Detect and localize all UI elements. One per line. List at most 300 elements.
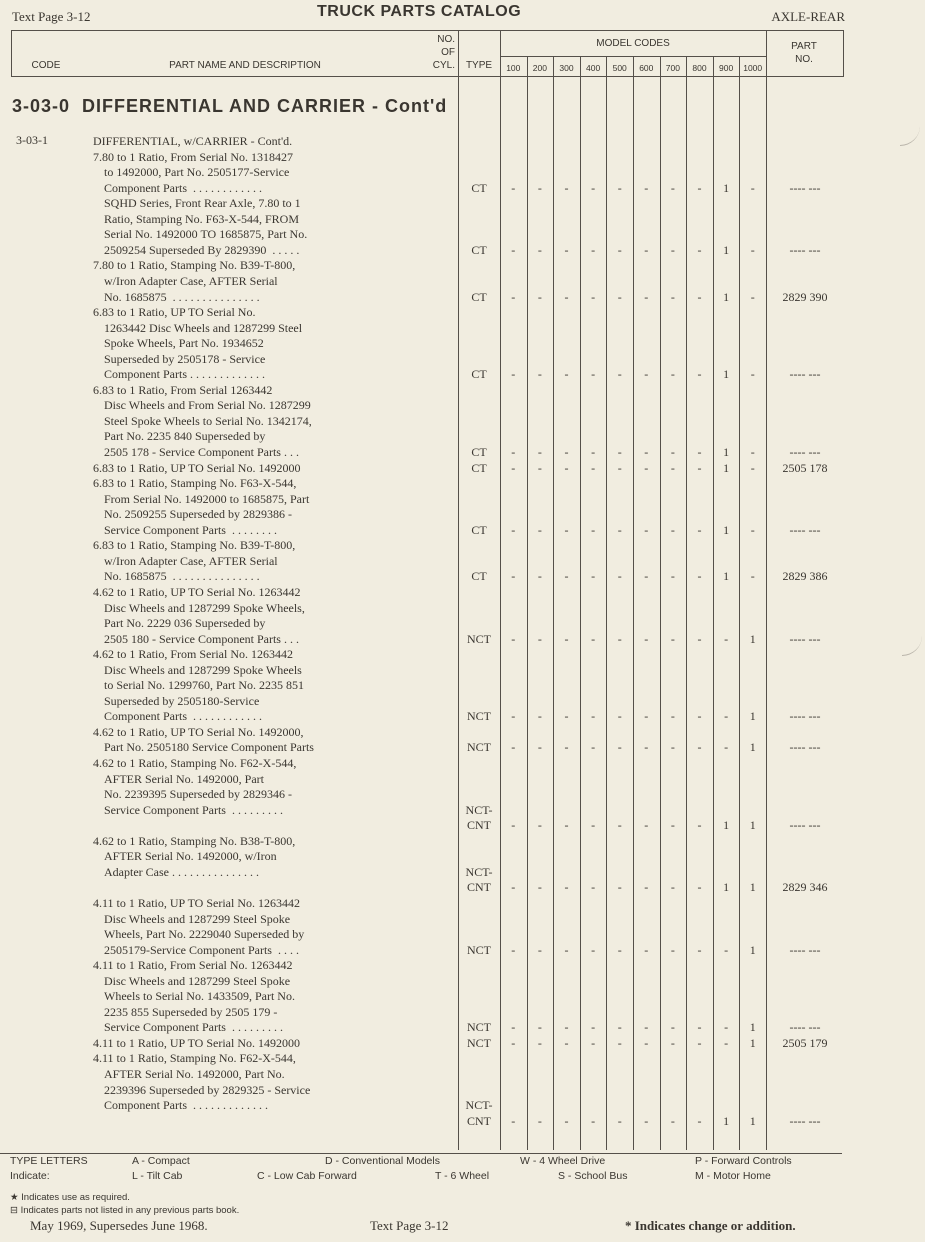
model-qty-800: - [697,942,702,957]
model-qty-600: - [644,445,649,459]
model-code-header-200: 200 [532,63,547,73]
table-row [0,772,925,788]
model-qty-400: - [591,818,596,833]
table-row [0,912,925,928]
model-qty-400: - [591,740,596,755]
model-qty-800: - [697,709,702,724]
table-row [0,647,925,663]
model-qty-100: - [511,460,516,475]
part-description: 2509254 Superseded By 2829390 . . . . . [104,242,300,257]
model-qty-900: 1 [723,289,730,304]
table-row [0,756,925,772]
model-qty-400: - [591,631,596,646]
type-code: NCT- [465,1098,493,1113]
type-code: CT [471,289,487,304]
model-qty-700: - [670,460,675,475]
model-code-header-300: 300 [559,63,574,73]
model-qty-900: 1 [723,1113,730,1128]
part-description: No. 1685875 . . . . . . . . . . . . . . . [104,569,260,584]
model-qty-100: - [511,289,516,304]
table-row [0,818,925,834]
table-row [0,258,925,274]
model-qty-900: - [724,942,729,957]
model-qty-300: - [564,631,569,646]
part-number: ---- --- [789,631,821,646]
section-heading: 3-03-0 DIFFERENTIAL AND CARRIER - Cont'd [12,96,448,116]
col-cyl-header-2: OF [441,47,455,58]
table-row [0,927,925,943]
model-qty-100: - [511,522,516,537]
type-code: CNT [467,818,491,833]
model-qty-400: - [591,709,596,724]
table-row [0,865,925,881]
part-description: Service Component Parts . . . . . . . . . [104,1020,283,1035]
type-code: CNT [467,1113,491,1128]
table-row [0,585,925,601]
model-qty-400: - [591,242,596,257]
part-description: Component Parts . . . . . . . . . . . . [104,709,262,724]
table-row [0,616,925,632]
table-row [0,290,925,306]
model-qty-1000: - [750,460,755,475]
model-qty-200: - [537,818,542,833]
part-description: Service Component Parts . . . . . . . . . [104,802,283,817]
model-qty-700: - [670,522,675,537]
model-code-header-700: 700 [665,63,680,73]
model-qty-400: - [591,1035,596,1050]
table-row [0,321,925,337]
model-qty-700: - [670,1113,675,1128]
model-qty-300: - [564,367,569,382]
model-qty-900: - [724,1035,729,1050]
model-qty-900: 1 [723,242,730,257]
model-qty-500: - [617,522,622,537]
table-row [0,1114,925,1130]
model-qty-400: - [591,880,596,895]
part-description: 4.11 to 1 Ratio, Stamping No. F62-X-544, [93,1051,296,1066]
model-qty-200: - [537,242,542,257]
part-description: Disc Wheels and 1287299 Spoke Wheels [104,662,302,677]
table-row [0,632,925,648]
table-row [0,181,925,197]
model-qty-800: - [697,1020,702,1035]
part-description: 2505179-Service Component Parts . . . . [104,942,299,957]
col-model-codes-header: MODEL CODES [596,38,670,49]
model-qty-500: - [617,242,622,257]
type-code: NCT- [465,802,493,817]
model-qty-100: - [511,1113,516,1128]
table-row [0,569,925,585]
model-qty-600: - [644,942,649,957]
part-description: 4.11 to 1 Ratio, UP TO Serial No. 1492000 [93,1035,300,1050]
model-qty-300: - [564,242,569,257]
part-number: 2829 346 [782,880,828,895]
legend-t: T - 6 Wheel [435,1170,490,1182]
model-qty-500: - [617,569,622,584]
model-qty-1000: - [750,445,755,459]
model-qty-600: - [644,522,649,537]
part-description: DIFFERENTIAL, w/CARRIER - Cont'd. [93,134,293,148]
model-qty-400: - [591,289,596,304]
type-code: CT [471,460,487,475]
table-row [0,227,925,243]
model-qty-1000: 1 [749,1035,756,1050]
model-qty-600: - [644,880,649,895]
page-reference: Text Page 3-12 [12,9,91,24]
model-qty-200: - [537,709,542,724]
part-number: 2505 178 [782,460,828,475]
model-qty-600: - [644,818,649,833]
part-description: 4.62 to 1 Ratio, From Serial No. 1263442 [93,647,293,662]
part-description: Part No. 2229 036 Superseded by [104,616,266,631]
model-qty-100: - [511,1035,516,1050]
footer-page: Text Page 3-12 [370,1218,449,1233]
legend-indicate: Indicate: [10,1170,50,1182]
part-description: No. 2509255 Superseded by 2829386 - [104,507,292,522]
model-qty-200: - [537,740,542,755]
col-code-header: CODE [31,60,61,71]
table-row [0,476,925,492]
model-qty-1000: - [750,367,755,382]
model-qty-600: - [644,740,649,755]
section-name: AXLE-REAR [771,9,845,24]
table-row [0,694,925,710]
model-qty-1000: 1 [749,880,756,895]
model-qty-900: 1 [723,818,730,833]
part-number: 2505 179 [782,1035,828,1050]
part-description: 6.83 to 1 Ratio, Stamping No. B39-T-800, [93,538,296,553]
model-qty-1000: - [750,242,755,257]
table-row [0,740,925,756]
model-qty-400: - [591,367,596,382]
model-qty-900: - [724,740,729,755]
part-number: ---- --- [789,367,821,382]
model-qty-500: - [617,1113,622,1128]
table-row [0,678,925,694]
part-description: No. 2239395 Superseded by 2829346 - [104,787,292,802]
model-qty-100: - [511,569,516,584]
type-code: NCT [467,942,491,957]
model-qty-700: - [670,880,675,895]
part-description: 4.62 to 1 Ratio, UP TO Serial No. 1263442 [93,584,301,599]
model-qty-600: - [644,180,649,195]
table-row [0,150,925,166]
table-row [0,989,925,1005]
model-qty-800: - [697,242,702,257]
model-qty-1000: 1 [749,1020,756,1035]
part-description: 2505 178 - Service Component Parts . . . [104,445,299,459]
part-description: AFTER Serial No. 1492000, Part [104,771,264,786]
model-qty-900: 1 [723,569,730,584]
part-number: 2829 390 [782,289,828,304]
legend-divider [0,1153,842,1154]
model-qty-700: - [670,289,675,304]
part-description: Part No. 2235 840 Superseded by [104,429,266,444]
model-qty-700: - [670,818,675,833]
legend-d: D - Conventional Models [325,1155,440,1167]
part-description: w/Iron Adapter Case, AFTER Serial [104,553,278,568]
model-qty-100: - [511,709,516,724]
model-qty-400: - [591,1113,596,1128]
part-description: Serial No. 1492000 TO 1685875, Part No. [104,227,308,242]
col-cyl-header-1: NO. [437,34,455,45]
table-row [0,601,925,617]
table-row [0,492,925,508]
table-row [0,274,925,290]
model-qty-1000: - [750,569,755,584]
type-code: CNT [467,880,491,895]
part-description: SQHD Series, Front Rear Axle, 7.80 to 1 [104,196,301,211]
model-qty-500: - [617,631,622,646]
model-qty-700: - [670,1035,675,1050]
model-qty-1000: 1 [749,942,756,957]
model-qty-300: - [564,460,569,475]
table-row [0,880,925,896]
legend-c: C - Low Cab Forward [257,1170,357,1182]
table-row [0,896,925,912]
model-qty-1000: - [750,289,755,304]
model-qty-300: - [564,1020,569,1035]
model-qty-400: - [591,460,596,475]
model-code-header-900: 900 [719,63,734,73]
part-description: 6.83 to 1 Ratio, Stamping No. F63-X-544, [93,476,297,491]
model-qty-200: - [537,367,542,382]
model-qty-700: - [670,709,675,724]
model-qty-200: - [537,1035,542,1050]
model-qty-600: - [644,289,649,304]
part-description: Service Component Parts . . . . . . . . [104,522,277,537]
model-qty-700: - [670,445,675,459]
part-description: 4.62 to 1 Ratio, UP TO Serial No. 1492000, [93,724,304,739]
part-description: Part No. 2505180 Service Component Parts [104,740,314,755]
part-description: Wheels to Serial No. 1433509, Part No. [104,989,295,1004]
part-description: 6.83 to 1 Ratio, UP TO Serial No. 1492000 [93,460,301,475]
table-row [0,134,925,150]
table-row [0,787,925,803]
part-number: ---- --- [789,522,821,537]
table-row [0,461,925,477]
table-row [0,943,925,959]
part-description: Disc Wheels and 1287299 Steel Spoke [104,973,291,988]
model-qty-200: - [537,289,542,304]
part-description: 4.11 to 1 Ratio, From Serial No. 1263442 [93,958,293,973]
model-qty-300: - [564,880,569,895]
type-code: CT [471,445,487,459]
table-row [0,398,925,414]
model-qty-200: - [537,460,542,475]
part-description: 4.11 to 1 Ratio, UP TO Serial No. 1263442 [93,895,300,910]
table-row [0,1083,925,1099]
legend-m: M - Motor Home [695,1170,771,1182]
model-qty-300: - [564,522,569,537]
table-row [0,663,925,679]
model-qty-100: - [511,880,516,895]
table-row [0,725,925,741]
model-qty-600: - [644,367,649,382]
model-qty-800: - [697,740,702,755]
model-qty-1000: 1 [749,818,756,833]
model-qty-200: - [537,880,542,895]
col-type-header: TYPE [465,60,493,71]
table-row [0,414,925,430]
part-description: Ratio, Stamping No. F63-X-544, FROM [104,211,300,226]
part-description: AFTER Serial No. 1492000, w/Iron [104,849,277,864]
model-qty-500: - [617,180,622,195]
model-qty-300: - [564,709,569,724]
part-description: AFTER Serial No. 1492000, Part No. [104,1067,285,1081]
model-qty-800: - [697,1113,702,1128]
table-row [0,196,925,212]
type-code: CT [471,180,487,195]
model-qty-200: - [537,1020,542,1035]
model-qty-800: - [697,569,702,584]
table-row [0,507,925,523]
note-not-listed: ⊟ Indicates parts not listed in any previous parts book. [10,1205,240,1216]
part-number: ---- --- [789,709,821,724]
model-code-header-400: 400 [586,63,601,73]
model-code-header-600: 600 [639,63,654,73]
col-part-name-header: PART NAME AND DESCRIPTION [169,60,321,71]
model-qty-300: - [564,445,569,459]
table-row [0,1098,925,1114]
model-qty-1000: 1 [749,1113,756,1128]
table-row [0,212,925,228]
model-qty-400: - [591,1020,596,1035]
model-qty-200: - [537,522,542,537]
part-description: 2505 180 - Service Component Parts . . . [104,631,299,646]
table-row [0,429,925,445]
legend-w: W - 4 Wheel Drive [520,1155,606,1167]
model-qty-400: - [591,445,596,459]
model-qty-900: 1 [723,180,730,195]
model-qty-500: - [617,818,622,833]
model-qty-300: - [564,818,569,833]
col-part-header-2: NO. [795,54,813,65]
model-qty-400: - [591,942,596,957]
model-qty-700: - [670,242,675,257]
model-qty-500: - [617,1020,622,1035]
part-description: 7.80 to 1 Ratio, Stamping No. B39-T-800, [93,258,296,273]
part-description: to Serial No. 1299760, Part No. 2235 851 [104,678,304,693]
model-qty-800: - [697,460,702,475]
table-row [0,803,925,819]
part-number: ---- --- [789,1020,821,1035]
model-qty-600: - [644,631,649,646]
table-row [0,709,925,725]
part-number: ---- --- [789,818,821,833]
part-description: Superseded by 2505180-Service [104,693,260,708]
part-description: Disc Wheels and From Serial No. 1287299 [104,398,311,413]
legend-type-letters: TYPE LETTERS [10,1155,88,1167]
part-number: ---- --- [789,740,821,755]
model-qty-1000: 1 [749,709,756,724]
part-description: to 1492000, Part No. 2505177-Service [104,165,290,180]
model-qty-800: - [697,367,702,382]
model-qty-600: - [644,709,649,724]
model-qty-100: - [511,367,516,382]
model-qty-300: - [564,740,569,755]
part-description: 4.62 to 1 Ratio, Stamping No. B38-T-800, [93,833,296,848]
table-row [0,523,925,539]
part-description: 2239396 Superseded by 2829325 - Service [104,1082,311,1097]
model-qty-100: - [511,180,516,195]
model-qty-200: - [537,180,542,195]
table-row [0,1051,925,1067]
model-qty-200: - [537,569,542,584]
model-qty-1000: 1 [749,631,756,646]
model-qty-800: - [697,880,702,895]
model-qty-300: - [564,569,569,584]
model-qty-700: - [670,1020,675,1035]
model-qty-600: - [644,569,649,584]
part-number: ---- --- [789,942,821,957]
table-row [0,1067,925,1083]
model-qty-600: - [644,1020,649,1035]
model-qty-800: - [697,631,702,646]
model-qty-400: - [591,569,596,584]
table-row [0,834,925,850]
legend-s: S - School Bus [558,1170,628,1182]
part-number: ---- --- [789,180,821,195]
footer-date: May 1969, Supersedes June 1968. [30,1218,208,1233]
col-cyl-header-3: CYL. [432,60,455,71]
model-qty-500: - [617,367,622,382]
model-qty-900: - [724,631,729,646]
table-row [0,1005,925,1021]
model-qty-300: - [564,942,569,957]
model-qty-200: - [537,942,542,957]
type-code: CT [471,242,487,257]
table-row [0,538,925,554]
model-qty-100: - [511,242,516,257]
model-code-header-800: 800 [692,63,707,73]
catalog-title: TRUCK PARTS CATALOG [317,3,522,20]
type-code: NCT [467,709,491,724]
table-row [0,336,925,352]
model-qty-500: - [617,740,622,755]
model-qty-500: - [617,445,622,459]
model-qty-700: - [670,942,675,957]
part-description: From Serial No. 1492000 to 1685875, Part [104,491,310,506]
model-qty-200: - [537,631,542,646]
model-qty-800: - [697,1035,702,1050]
model-qty-500: - [617,942,622,957]
model-qty-900: 1 [723,460,730,475]
model-qty-500: - [617,460,622,475]
table-row [0,165,925,181]
part-description: w/Iron Adapter Case, AFTER Serial [104,273,278,288]
table-row [0,849,925,865]
model-qty-900: 1 [723,367,730,382]
model-qty-500: - [617,709,622,724]
type-code: NCT [467,740,491,755]
model-qty-900: - [724,709,729,724]
model-qty-800: - [697,818,702,833]
model-qty-600: - [644,1113,649,1128]
model-qty-500: - [617,289,622,304]
model-qty-900: - [724,1020,729,1035]
item-code: 3-03-1 [16,133,48,147]
model-qty-700: - [670,569,675,584]
footer-change-note: * Indicates change or addition. [625,1218,796,1233]
part-description: Steel Spoke Wheels to Serial No. 1342174, [104,413,312,428]
model-qty-800: - [697,180,702,195]
type-code: NCT- [465,864,493,879]
model-qty-400: - [591,180,596,195]
model-qty-700: - [670,367,675,382]
model-qty-300: - [564,1035,569,1050]
table-row [0,1020,925,1036]
